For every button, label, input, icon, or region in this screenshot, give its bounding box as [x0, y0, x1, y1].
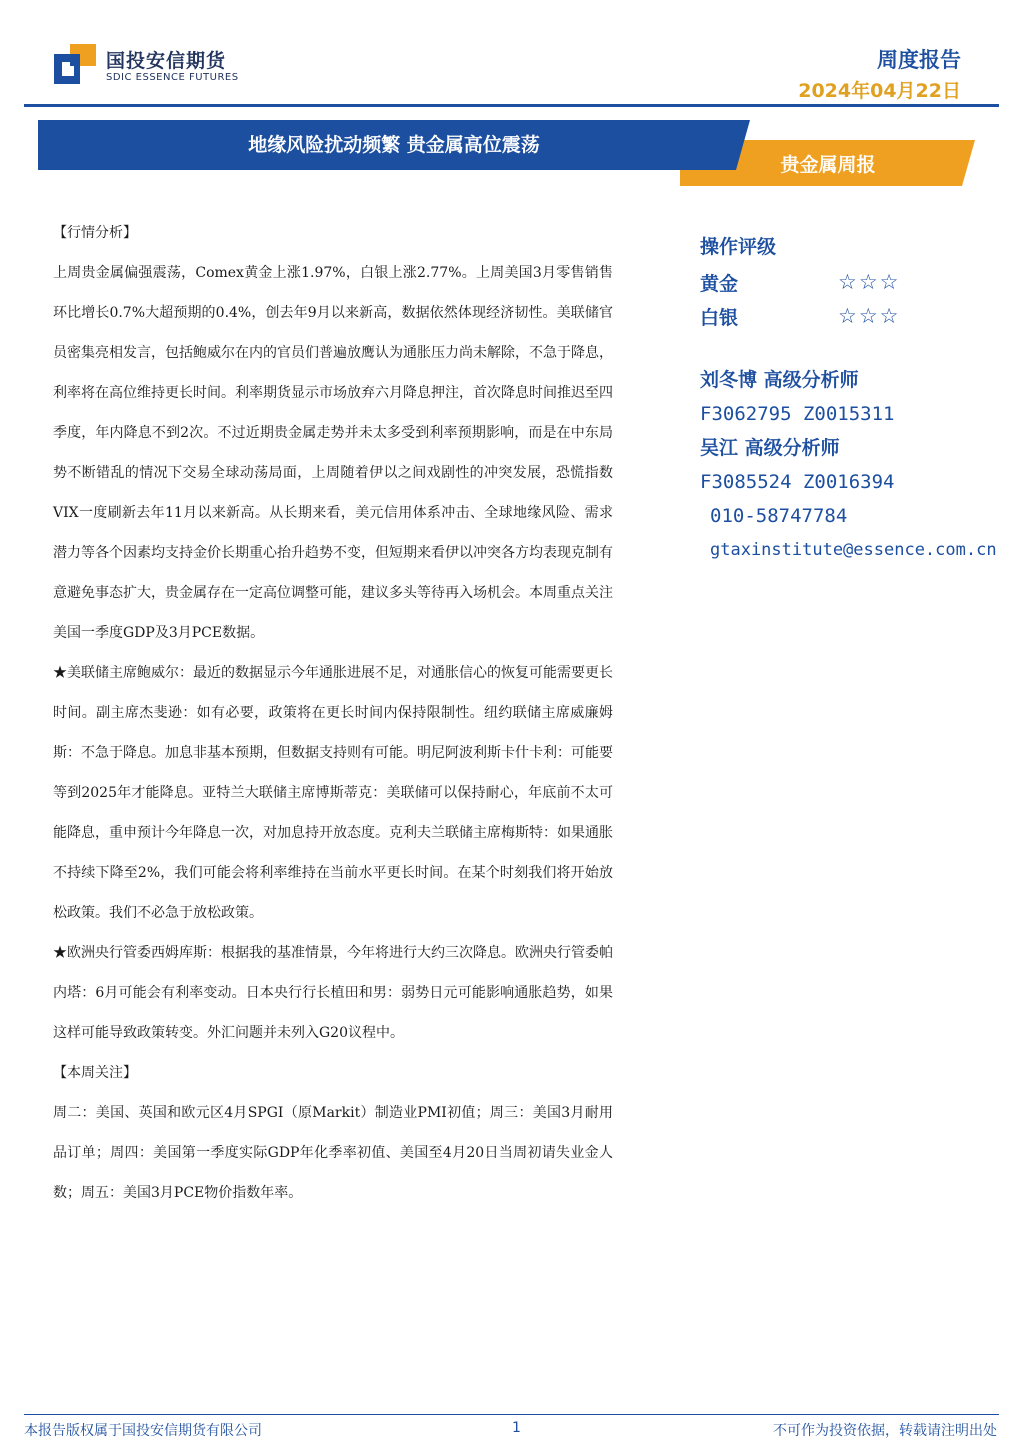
rating-name: 黄金: [700, 272, 739, 295]
star-rating-icon: ☆☆☆: [838, 270, 901, 294]
paragraph-ecb-boj-comments: ★欧洲央行管委西姆库斯：根据我的基准情景，今年将进行大约三次降息。欧洲央行管委帕内塔：6月可能会有利率变动。日本央行行长植田和男：弱势日元可能影响通胀趋势，如果这样可能导致政策转变。外汇问题并未列入G20议程中。: [53, 945, 613, 1041]
logo-mark-icon: [54, 42, 98, 86]
sidebar: [700, 232, 1025, 567]
report-type: 周度报告: [877, 48, 961, 72]
section-heading-market-analysis: 【行情分析】: [53, 225, 137, 241]
star-rating-icon: ☆☆☆: [838, 304, 901, 328]
analyst-name: 吴江 高级分析师: [700, 437, 840, 459]
analyst-license: F3085524 Z0016394: [700, 471, 895, 493]
paragraph-fed-comments: ★美联储主席鲍威尔：最近的数据显示今年通胀进展不足，对通胀信心的恢复可能需要更长时间。副主席杰斐逊：如有必要，政策将在更长时间内保持限制性。纽约联储主席威廉姆斯：不急于降息。加息非基本预期，但数据支持则有可能。明尼阿波利斯卡什卡利：可能要等到2025年才能降息。亚特兰大联储主席博斯蒂克：美联储可以保持耐心，年底前不太可能降息，重申预计今年降息一次，对加息持开放态度。克利夫兰联储主席梅斯特：如果通胀不持续下降至2%，我们可能会将利率维持在当前水平更长时间。在某个时刻我们将开始放松政策。我们不必急于放松政策。: [53, 665, 613, 921]
footer-divider: [24, 1414, 999, 1415]
report-date: 2024年04月22日: [798, 80, 961, 102]
rating-row-gold: [700, 265, 1025, 299]
logo-text-en: SDIC ESSENCE FUTURES: [106, 72, 239, 83]
company-logo: [54, 42, 244, 90]
analyst-license: F3062795 Z0015311: [700, 403, 895, 425]
main-content: [53, 213, 613, 1213]
logo-text-cn: 国投安信期货: [106, 50, 227, 72]
paragraph-weekly-focus: 周二：美国、英国和欧元区4月SPGI（原Markit）制造业PMI初值；周三：美国3月耐用品订单；周四：美国第一季度实际GDP年化季率初值、美国至4月20日当周初请失业金人数；周五：美国3月PCE物价指数年率。: [53, 1105, 613, 1201]
contact-phone: 010-58747784: [710, 505, 848, 527]
report-title: 地缘风险扰动频繁 贵金属高位震荡: [248, 134, 540, 156]
contact-email[interactable]: gtaxinstitute@essence.com.cn: [710, 540, 997, 560]
report-category-tag: 贵金属周报: [780, 154, 876, 176]
rating-row-silver: [700, 299, 1025, 333]
analyst-name: 刘冬博 高级分析师: [700, 369, 859, 391]
analyst-info: [700, 363, 1025, 567]
page-number: 1: [512, 1420, 521, 1436]
footer-disclaimer: 不可作为投资依据，转载请注明出处: [773, 1423, 997, 1439]
footer-copyright: 本报告版权属于国投安信期货有限公司: [24, 1423, 262, 1439]
section-heading-weekly-focus: 【本周关注】: [53, 1065, 137, 1081]
rating-title: 操作评级: [700, 236, 777, 258]
rating-name: 白银: [700, 306, 739, 329]
paragraph-market-analysis: 上周贵金属偏强震荡，Comex黄金上涨1.97%，白银上涨2.77%。上周美国3月零售销售环比增长0.7%大超预期的0.4%，创去年9月以来新高，数据依然体现经济韧性。美联储官员密集亮相发言，包括鲍威尔在内的官员们普遍放鹰认为通胀压力尚未解除，不急于降息，利率将在高位维持更长时间。利率期货显示市场放弃六月降息押注，首次降息时间推迟至四季度，年内降息不到2次。不过近期贵金属走势并未太多受到利率预期影响，而是在中东局势不断错乱的情况下交易全球动荡局面，上周随着伊以之间戏剧性的冲突发展，恐慌指数VIX一度刷新去年11月以来新高。从长期来看，美元信用体系冲击、全球地缘风险、需求潜力等各个因素均支持金价长期重心抬升趋势不变，但短期来看伊以冲突各方均表现克制有意避免事态扩大，贵金属存在一定高位调整可能，建议多头等待再入场机会。本周重点关注美国一季度GDP及3月PCE数据。: [53, 265, 613, 641]
header-divider: [24, 104, 999, 107]
